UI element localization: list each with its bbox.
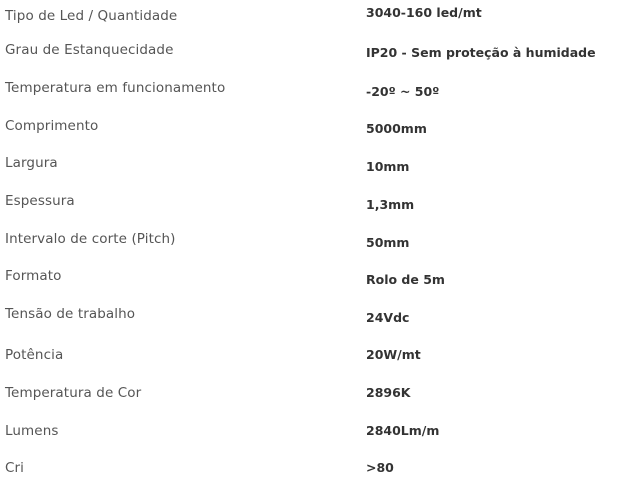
spec-value: 10mm	[366, 159, 410, 174]
spec-label: Comprimento	[5, 118, 99, 134]
spec-label: Potência	[5, 347, 64, 363]
spec-value: Rolo de 5m	[366, 272, 445, 287]
spec-label: Tipo de Led / Quantidade	[5, 8, 178, 24]
spec-label: Cri	[5, 460, 25, 476]
spec-value: 24Vdc	[366, 310, 410, 325]
spec-value: 2896K	[366, 385, 411, 400]
spec-value: 3040-160 led/mt	[366, 5, 482, 20]
spec-value: 5000mm	[366, 121, 427, 136]
spec-value: >80	[366, 460, 394, 475]
spec-value: 50mm	[366, 235, 410, 250]
spec-label: Largura	[5, 155, 58, 171]
spec-label: Lumens	[5, 423, 59, 439]
spec-value: 2840Lm/m	[366, 423, 440, 438]
spec-label: Intervalo de corte (Pitch)	[5, 231, 176, 247]
spec-value: 20W/mt	[366, 347, 421, 362]
spec-label: Temperatura em funcionamento	[5, 80, 226, 96]
spec-label: Espessura	[5, 193, 75, 209]
spec-value: IP20 - Sem proteção à humidade	[366, 45, 596, 60]
spec-label: Tensão de trabalho	[5, 306, 136, 322]
spec-label: Grau de Estanquecidade	[5, 42, 174, 58]
spec-value: 1,3mm	[366, 197, 415, 212]
spec-value: -20º ~ 50º	[366, 84, 440, 99]
spec-label: Temperatura de Cor	[5, 385, 142, 401]
spec-label: Formato	[5, 268, 62, 284]
